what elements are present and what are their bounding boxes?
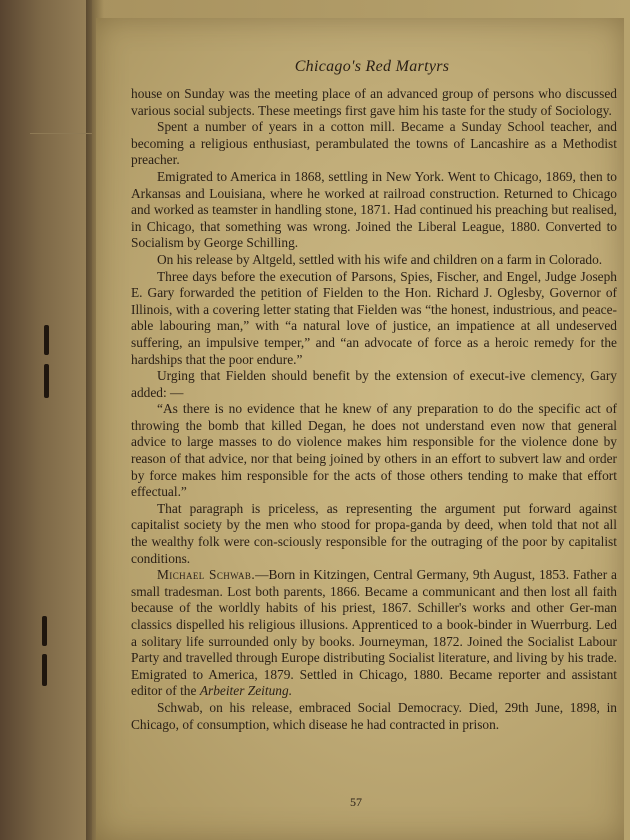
paragraph-5: Three days before the execution of Parsons, Spies, Fischer, and Engel, Judge Joseph E. Gary forwarded the petition of Fielden to the Hon. Richard J. Oglesby, Governor of Illinois, with a covering letter stating that Fielden was “the honest, industrious, and peace-able labouring man,” with “a natural love of justice, an impatience at all undeserved suffering, an impulsive temper,” and “an advocate of force as a heroic remedy for the hardships that the poor endure.”	[131, 268, 617, 367]
running-header: Chicago's Red Martyrs	[294, 58, 450, 75]
paragraph-1: house on Sunday was the meeting place of an advanced group of persons who discussed various social subjects. These meetings first gave him his taste for the study of Sociology.	[131, 86, 617, 118]
facing-page-edge	[0, 0, 92, 840]
paragraph-3: Emigrated to America in 1868, settling in New York. Went to Chicago, 1869, then to Arkansas and Louisiana, where he worked at railroad construction. Returned to Chicago and worked as teamster in handling stone, 1871. Had continued his preaching but realised, in Chicago, that something was wrong. Joined the Liberal League, 1880. Converted to Socialism by George Schilling.	[131, 168, 617, 251]
margin-mark	[42, 616, 47, 646]
schwab-name-lead: Michael Schwab.	[157, 567, 256, 583]
paragraph-8: That paragraph is priceless, as representing the argument put forward against capitalist society by the men who stood for propa-ganda by deed, when told that not all the wealthy folk were con-sciously responsible for the outraging of the poor by capitalist conditions.	[131, 500, 617, 566]
quotation-paragraph: “As there is no evidence that he knew of any preparation to do the specific act of throwing the bomb that killed Degan, he does not understand even now that general advice to large masses to do violence makes him responsible for the violence done by reason of that advice, nor that being joined by others in an effort to subvert law and order by force makes him responsible for the acts of those others tending to make that effort effectual.”	[131, 401, 617, 500]
body-text	[131, 86, 617, 733]
schwab-biography	[131, 567, 617, 700]
schwab-biography-text: —Born in Kitzingen, Central Germany, 9th August, 1853. Father a small tradesman. Lost both parents, 1866. Became a communicant and then lost all faith because of the worldly habits of his priest, 1867. Schiller's works and other Ger-man classics dispelled his religious illusions. Apprenticed to a book-binder in Wuerrburg. Led a solitary life surrounded only by books. Journeyman, 1872. Joined the Socialist Labour Party and travelled through Europe distributing Socialist literature, and living by his trade. Emigrated to America, 1879. Settled in Chicago, 1880. Became reporter and assistant editor of the	[131, 567, 617, 699]
paragraph-2: Spent a number of years in a cotton mill. Became a Sunday School teacher, and becoming a religious enthusiast, perambulated the towns of Lancashire as a Methodist preacher.	[131, 119, 617, 168]
page-number: 57	[350, 795, 362, 809]
paragraph-4: On his release by Altgeld, settled with his wife and children on a farm in Colorado.	[157, 251, 603, 267]
margin-mark	[42, 654, 47, 686]
paragraph-10: Schwab, on his release, embraced Social Democracy. Died, 29th June, 1898, in Chicago, of consumption, which disease he had contracted in prison.	[131, 699, 617, 732]
paragraph-6: Urging that Fielden should benefit by the extension of execut-ive clemency, Gary added: —	[131, 368, 617, 400]
margin-mark	[44, 325, 49, 355]
margin-mark	[44, 364, 49, 398]
facing-page-rule	[30, 133, 92, 134]
newspaper-title: Arbeiter Zeitung.	[199, 683, 293, 699]
